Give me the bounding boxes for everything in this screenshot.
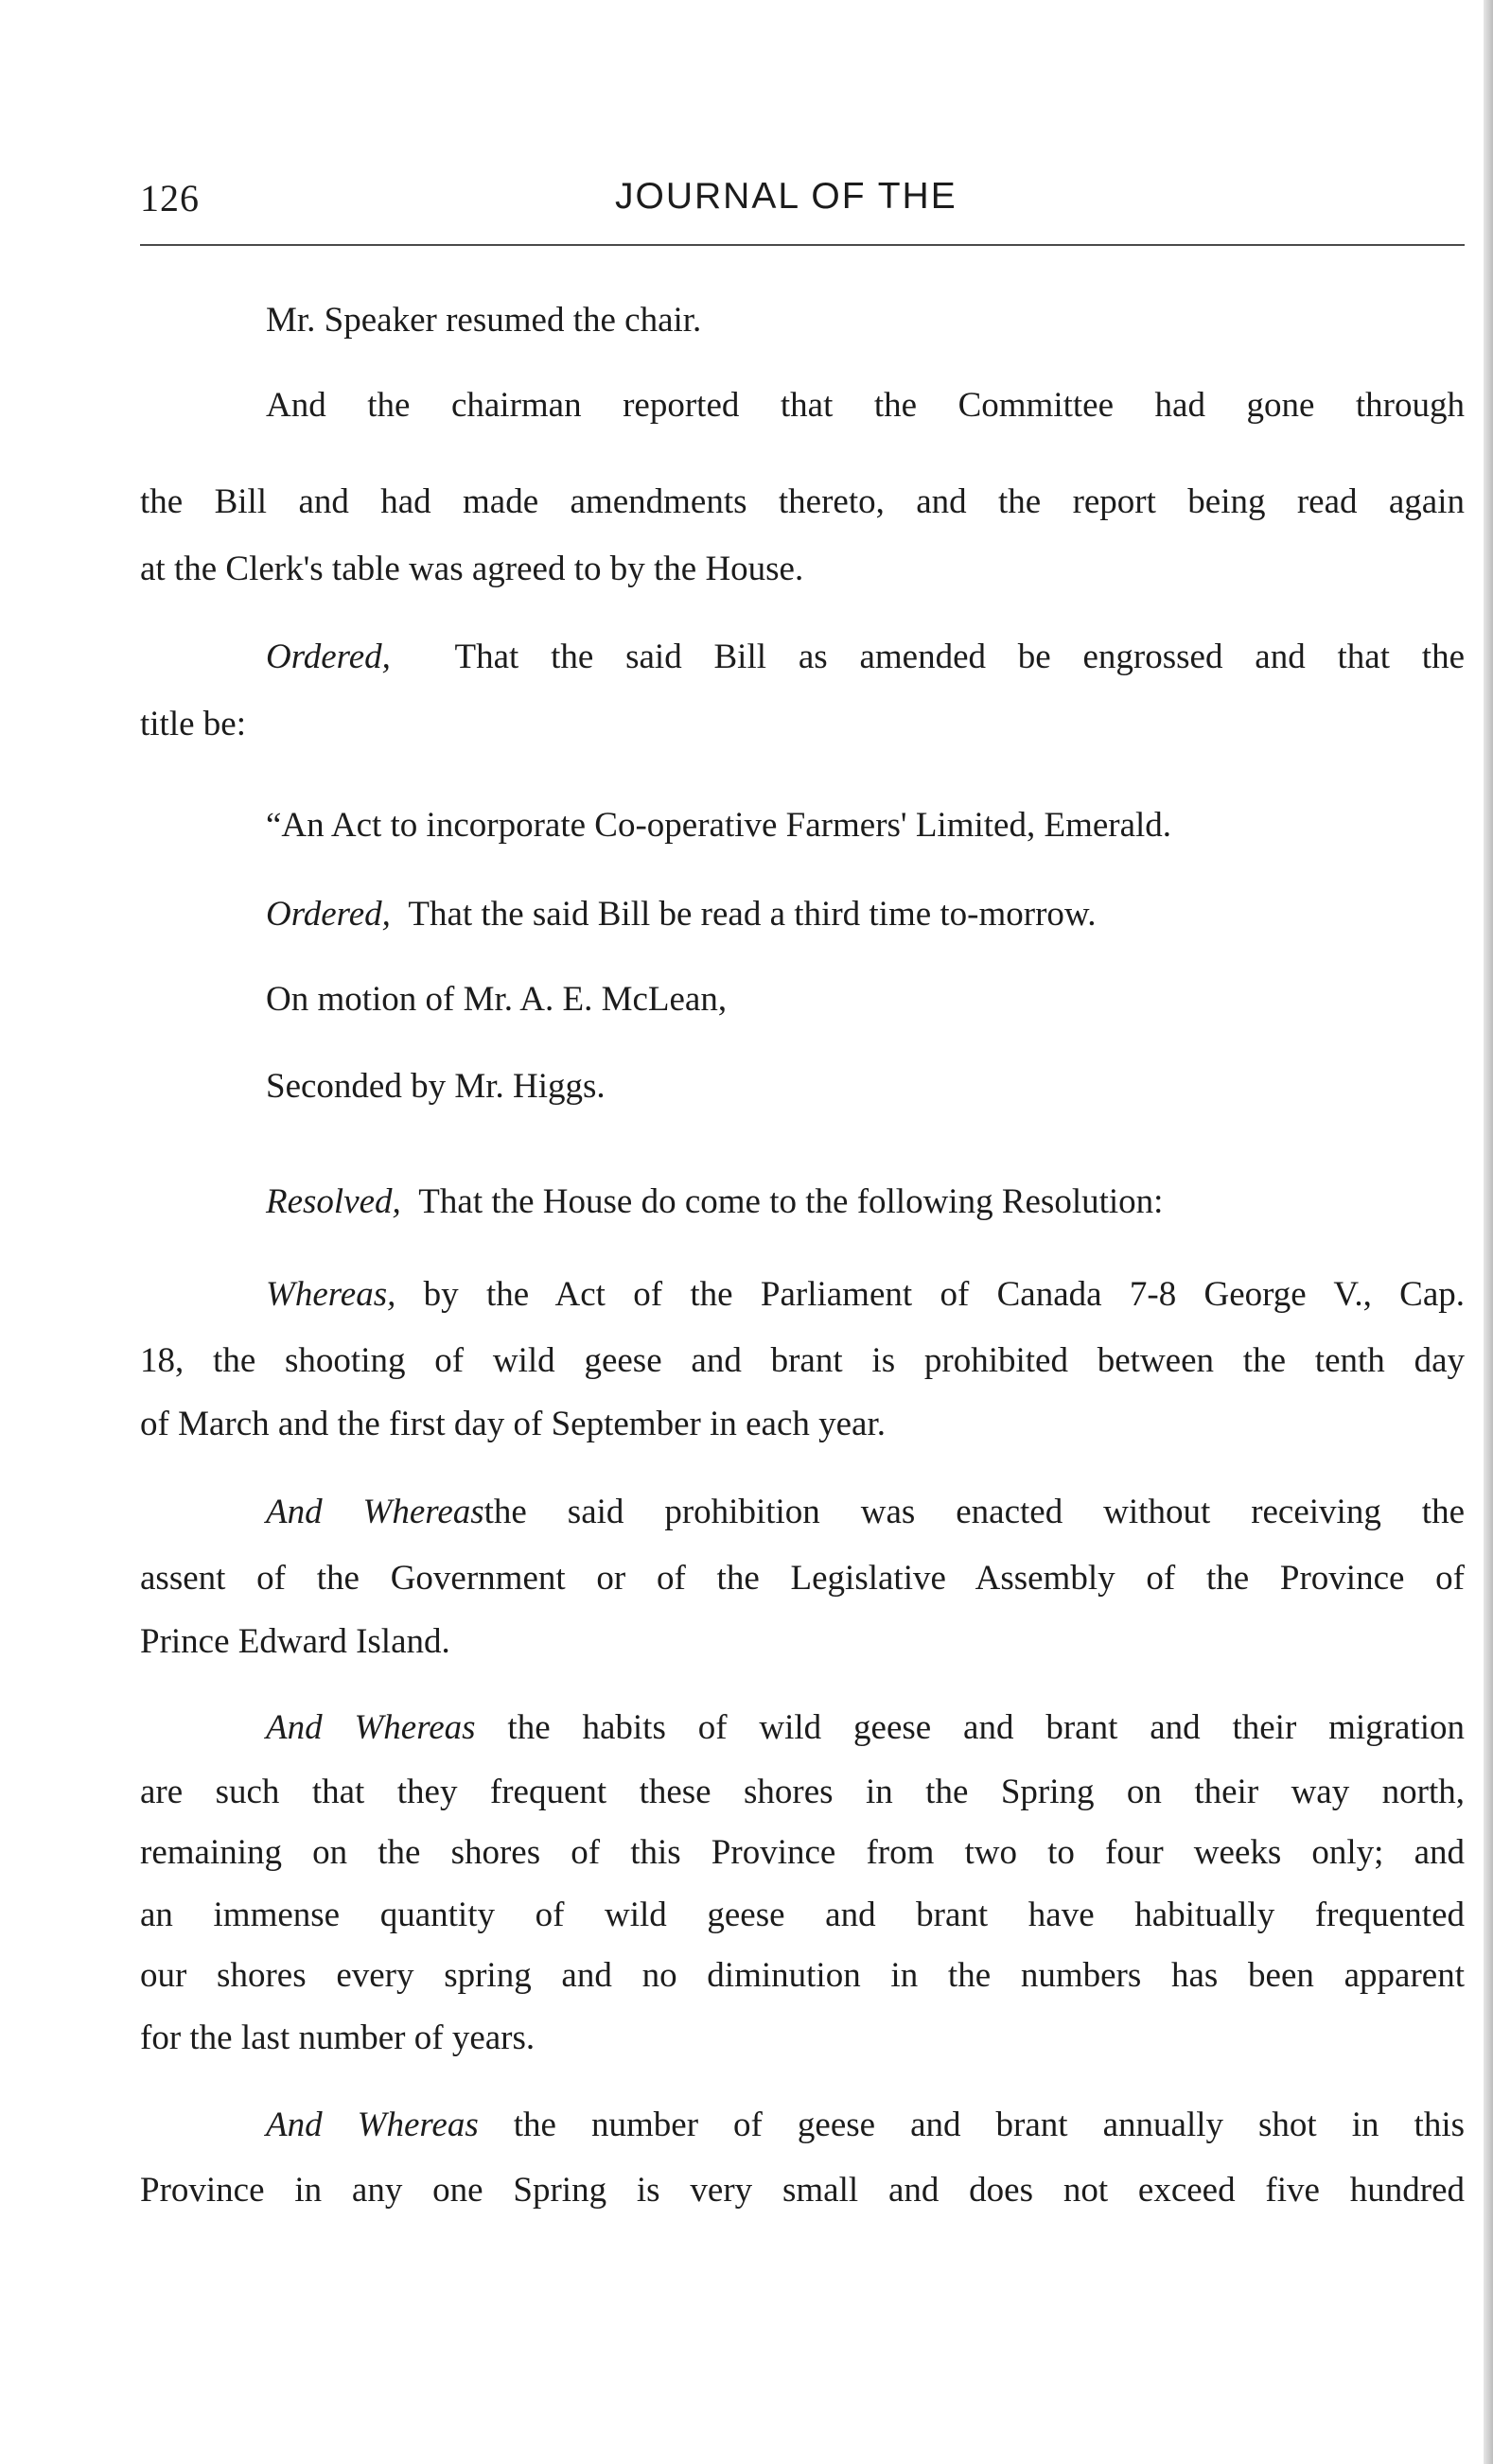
page-header [140, 176, 1465, 233]
paragraph-chairman-report [140, 388, 1465, 423]
text-line: assent of the Government or of the Legislative Assembly of the Province of [140, 1559, 1465, 1598]
lead-word: Whereas, [266, 1275, 396, 1314]
paragraph-whereas-number [140, 2107, 1465, 2142]
text-line: for the last number of years. [140, 2018, 536, 2057]
text-fragment: the said prohibition was enacted without receiving the [483, 1493, 1465, 1531]
text-line: remaining on the shores of this Province from two to four weeks only; and [140, 1833, 1465, 1872]
paragraph-whereas-habits-end [140, 2020, 1465, 2055]
paragraph-whereas-act-end [140, 1407, 1465, 1442]
paragraph-whereas-act [140, 1277, 1465, 1312]
text-fragment: by the Act of the Parliament of Canada 7-8 George V., Cap. [423, 1275, 1465, 1314]
lead-word: Resolved, [266, 1182, 401, 1221]
running-head: JOURNAL OF THE [615, 176, 957, 217]
text-line: On motion of Mr. A. E. McLean, [266, 980, 728, 1019]
text-fragment: the number of geese and brant annually shot in this [513, 2106, 1466, 2144]
text-line [266, 1494, 1465, 1529]
text-line: Mr. Speaker resumed the chair. [266, 301, 702, 340]
lead-word: Ordered, [266, 638, 391, 676]
paragraph-whereas-habits [140, 1710, 1465, 1745]
text-line [266, 1184, 1493, 1219]
text-line [266, 2107, 1465, 2142]
text-line: our shores every spring and no diminution in the numbers has been apparent [140, 1956, 1465, 1995]
page-edge [1484, 0, 1493, 2464]
text-line: are such that they frequent these shores in the Spring on their way north, [140, 1773, 1465, 1811]
text-line: 18, the shooting of wild geese and brant is prohibited between the tenth day [140, 1341, 1465, 1380]
page-number: 126 [140, 177, 200, 219]
paragraph-whereas-number-cont [140, 2173, 1465, 2208]
text-line: of March and the first day of September in each year. [140, 1405, 887, 1443]
paragraph-chairman-report-cont [140, 484, 1465, 519]
text-fragment: That the House do come to the following Resolution: [418, 1182, 1164, 1221]
text-line [266, 1277, 1465, 1312]
lead-word: Ordered, [266, 895, 391, 934]
paragraph-whereas-prohibition [140, 1494, 1465, 1529]
text-line: Prince Edward Island. [140, 1622, 450, 1661]
text-line: Seconded by Mr. Higgs. [266, 1067, 606, 1106]
text-line [266, 897, 1493, 932]
paragraph-resolved [140, 1184, 1493, 1219]
bill-title [140, 808, 1493, 843]
paragraph-speaker-resumed [140, 303, 1493, 338]
paragraph-seconded [140, 1069, 1493, 1104]
paragraph-ordered-engrossed [140, 639, 1465, 674]
text-line: And the chairman reported that the Committee had gone through [266, 386, 1465, 425]
paragraph-whereas-habits-line4 [140, 1897, 1465, 1932]
lead-word: And Whereas [266, 1708, 476, 1747]
text-fragment: the habits of wild geese and brant and their migration [507, 1708, 1466, 1747]
text-fragment: That the said Bill be read a third time to-morrow. [408, 895, 1097, 934]
paragraph-ordered-engrossed-end [140, 707, 1465, 742]
text-line: at the Clerk's table was agreed to by the House. [140, 550, 804, 588]
text-line: title be: [140, 705, 246, 743]
text-fragment: That the said Bill as amended be engrossed and that the [454, 638, 1465, 676]
text-line: “An Act to incorporate Co-operative Farmers' Limited, Emerald. [266, 806, 1172, 845]
lead-word: And Whereas [266, 1493, 484, 1531]
text-line: Province in any one Spring is very small and does not exceed five hundred [140, 2171, 1465, 2210]
text-line: the Bill and had made amendments thereto, and the report being read again [140, 482, 1465, 521]
text-line [266, 1710, 1465, 1745]
paragraph-whereas-habits-line5 [140, 1958, 1465, 1993]
paragraph-whereas-prohibition-cont [140, 1561, 1465, 1596]
paragraph-chairman-report-end [140, 551, 1465, 586]
paragraph-whereas-act-cont [140, 1343, 1465, 1378]
text-line: an immense quantity of wild geese and brant have habitually frequented [140, 1896, 1465, 1934]
lead-word: And Whereas [266, 2106, 479, 2144]
header-rule [140, 244, 1465, 246]
paragraph-whereas-habits-line3 [140, 1835, 1465, 1870]
paragraph-ordered-third-reading [140, 897, 1493, 932]
text-line [266, 639, 1465, 674]
paragraph-whereas-habits-line2 [140, 1774, 1465, 1809]
paragraph-motion [140, 982, 1493, 1017]
paragraph-whereas-prohibition-end [140, 1624, 1465, 1659]
